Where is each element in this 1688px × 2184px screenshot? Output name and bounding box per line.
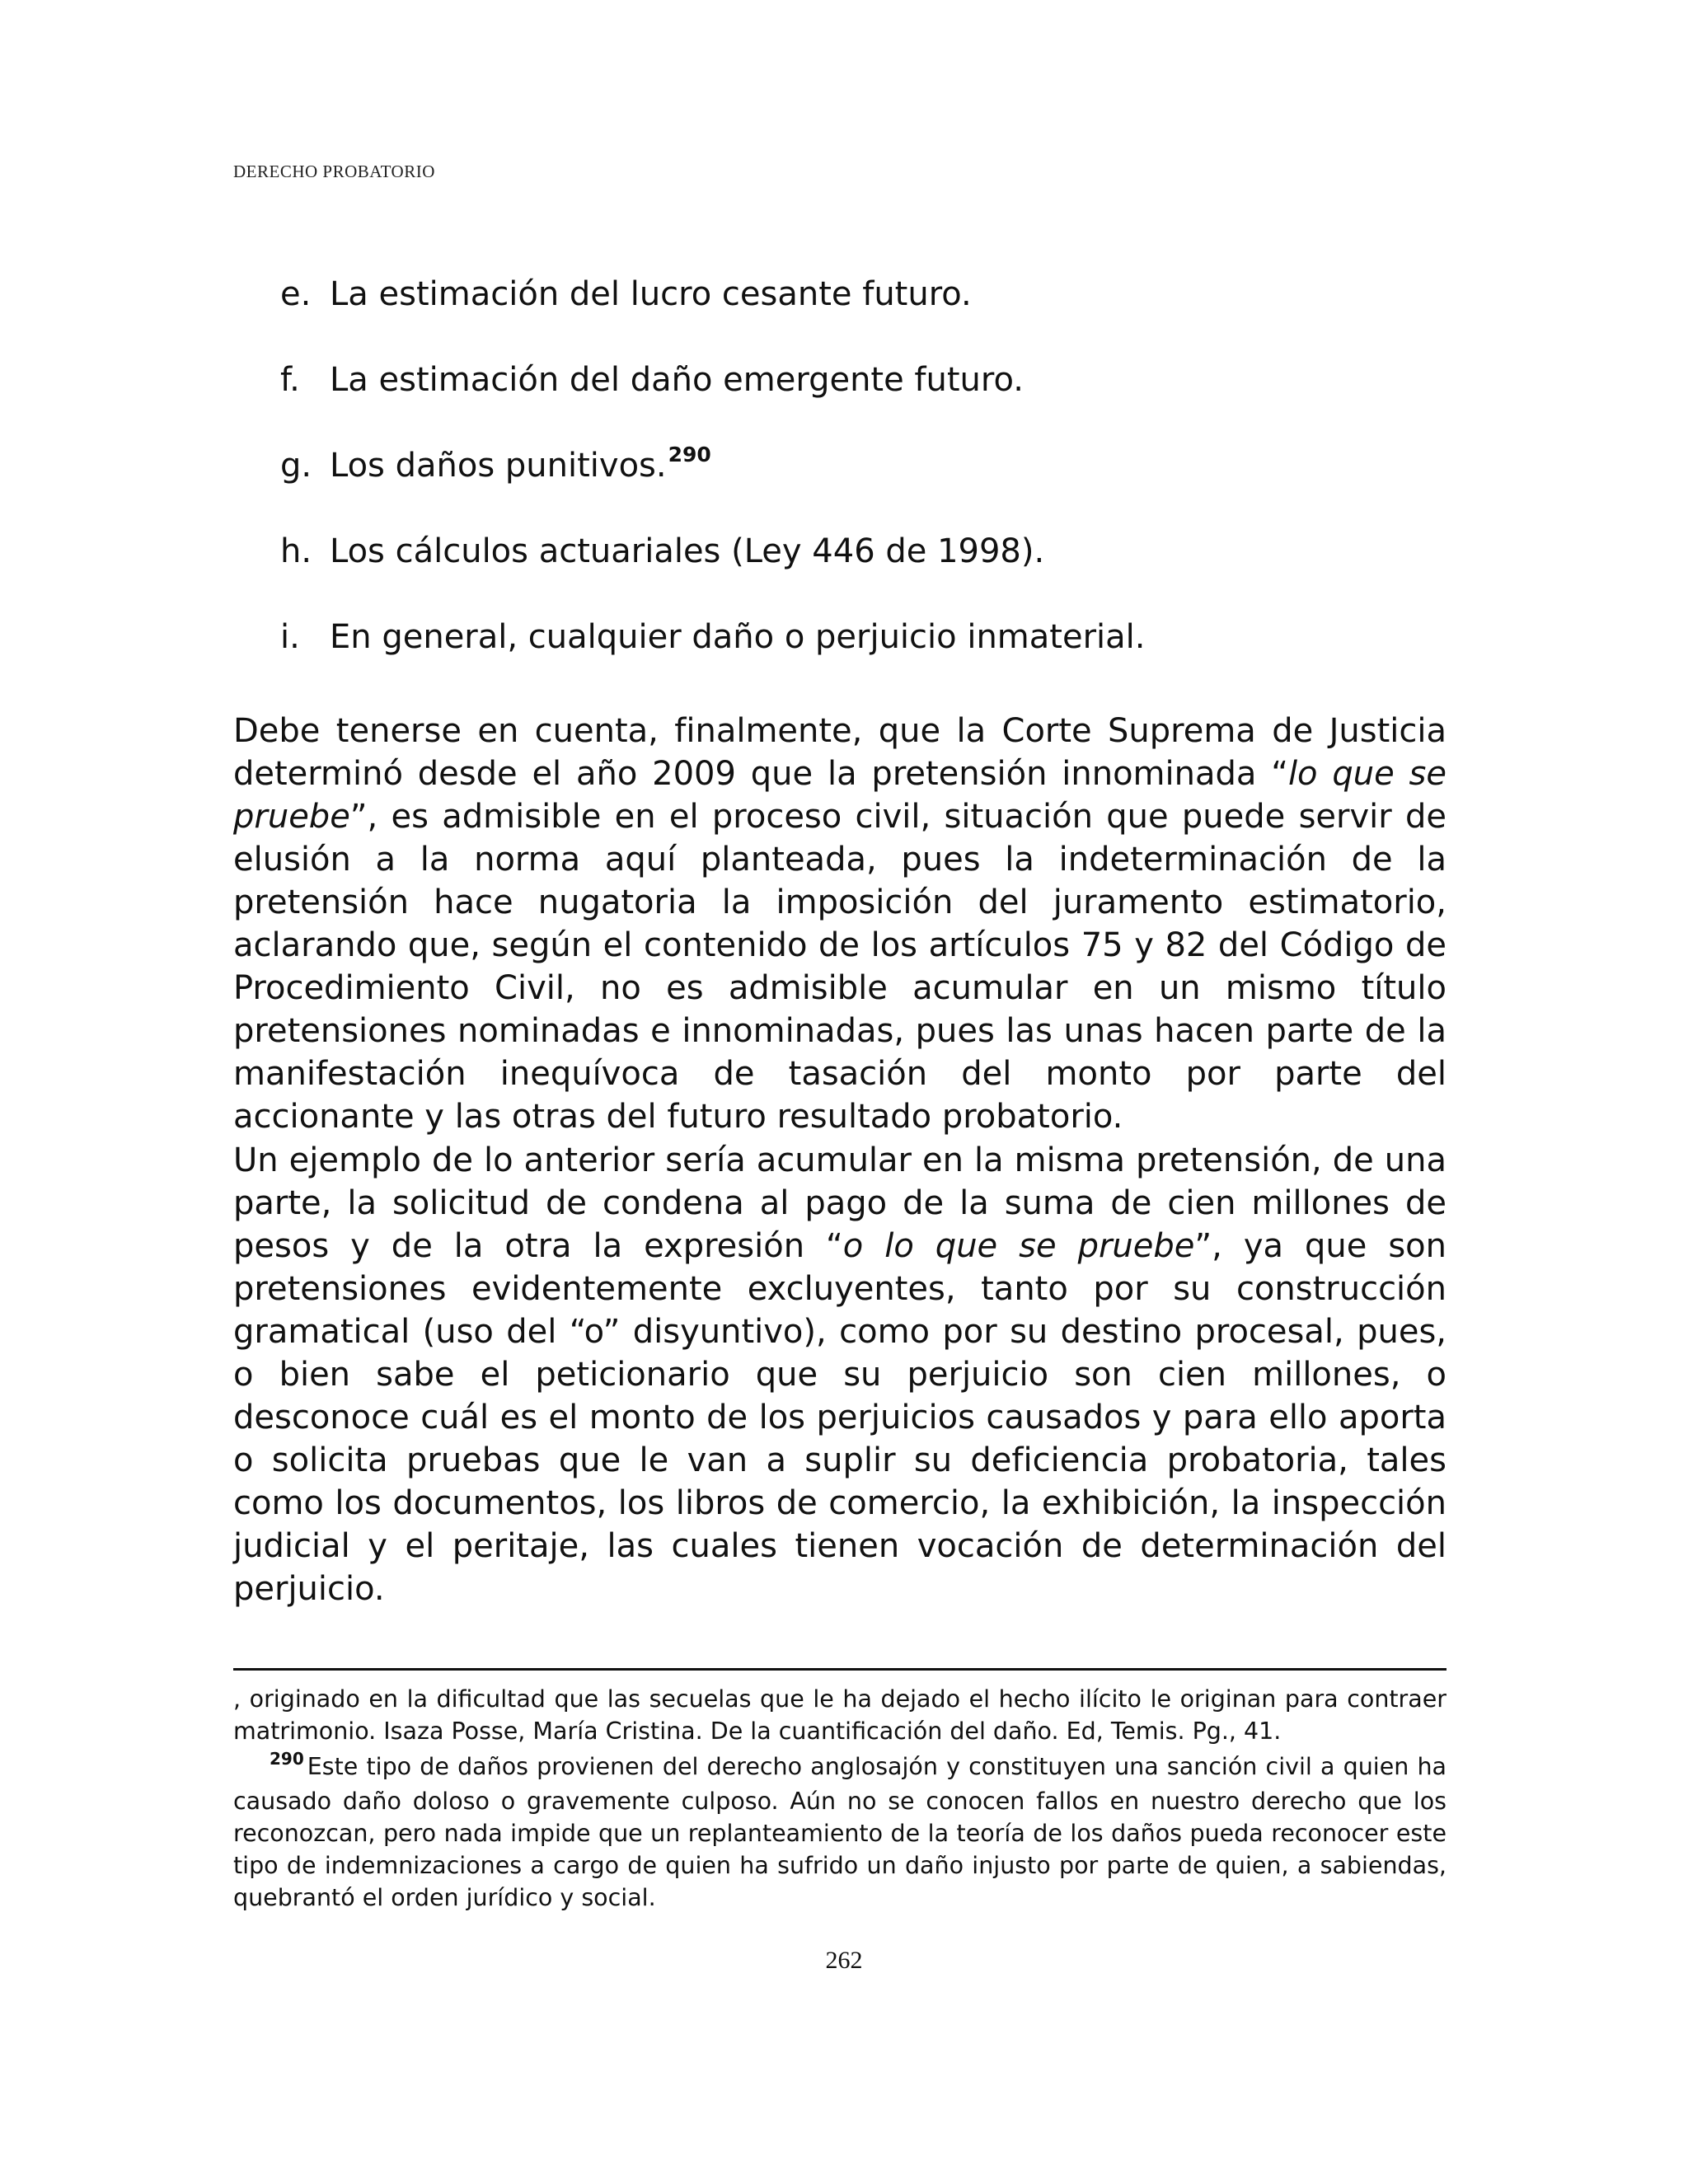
list-item-text: La estimación del lucro cesante futuro. <box>330 275 972 313</box>
damages-list <box>280 274 1451 703</box>
list-marker: g. <box>280 447 312 485</box>
list-marker: e. <box>280 275 312 313</box>
footnote-290 <box>233 1750 1447 1914</box>
footnote-ref-290[interactable]: 290 <box>668 443 711 466</box>
paragraph-text: ”, ya que son pretensiones evidentemente excluyentes, tanto por su construcción gramatical (uso del “o” disyuntivo), como por su destino procesal, pues, o bien sabe el peticionario que su perjuicio son cien millones, o desconoce cuál es el monto de los perjuicios causados y para ello aporta o solicita pruebas que le van a suplir su deficiencia probatoria, tales como los documentos, los libros de comercio, la exhibición, la inspección judicial y el peritaje, las cuales tienen vocación de determinación del perjuicio. <box>233 1227 1447 1608</box>
paragraph-text: Debe tenerse en cuenta, finalmente, que la Corte Suprema de Justicia determinó desde el año 2009 que la pretensión innominada “ <box>233 712 1447 793</box>
footnote-separator <box>233 1668 1447 1671</box>
running-header: DERECHO PROBATORIO <box>233 162 435 181</box>
footnote-continuation: , originado en la dificultad que las secuelas que le ha dejado el hecho ilícito le originan para contraer matrimonio. Isaza Posse, María Cristina. De la cuantificación del daño. Ed, Temis. Pg., 41. <box>233 1685 1447 1745</box>
footnote-number: 290 <box>270 1749 304 1769</box>
body-paragraph-2 <box>233 1139 1447 1610</box>
list-item-text: Los cálculos actuariales (Ley 446 de 1998). <box>330 532 1045 570</box>
list-item-text: La estimación del daño emergente futuro. <box>330 361 1024 399</box>
paragraph-text: Un ejemplo de lo anterior sería acumular en la misma pretensión, de una parte, la solicitud de condena al pago de la suma de cien millones de pesos y de la otra la expresión “ <box>233 1141 1447 1265</box>
list-item <box>280 443 1451 485</box>
list-item-text: Los daños punitivos. <box>330 447 667 485</box>
footnote-text: Este tipo de daños provienen del derecho anglosajón y constituyen una sanción civil a quien ha causado daño doloso o gravemente culposo. Aún no se conocen fallos en nuestro derecho que los reconozcan, pero nada impide que un replanteamiento de la teoría de los daños pueda reconocer este tipo de indemnizaciones a cargo de quien ha sufrido un daño injusto por parte de quien, a sabiendas, quebrantó el orden jurídico y social. <box>233 1753 1447 1911</box>
list-item <box>280 617 1451 657</box>
list-marker: f. <box>280 361 300 399</box>
list-item <box>280 532 1451 571</box>
page-number: 262 <box>825 1947 863 1974</box>
paragraph-text: ”, es admisible en el proceso civil, situación que puede servir de elusión a la norma aquí planteada, pues la indeterminación de la pretensión hace nugatoria la imposición del juramento estimatorio, aclarando que, según el contenido de los artículos 75 y 82 del Código de Procedimiento Civil, no es admisible acumular en un mismo título pretensiones nominadas e innominadas, pues las unas hacen parte de la manifestación inequívoca de tasación del monto por parte del accionante y las otras del futuro resultado probatorio. <box>233 798 1447 1136</box>
italic-quote: o lo que se pruebe <box>842 1227 1195 1265</box>
body-paragraph-1 <box>233 710 1447 1138</box>
list-item-text: En general, cualquier daño o perjuicio inmaterial. <box>330 618 1146 656</box>
list-item <box>280 274 1451 314</box>
list-item <box>280 360 1451 400</box>
list-marker: h. <box>280 532 312 570</box>
list-marker: i. <box>280 618 300 656</box>
italic-quote: lo que se pruebe <box>233 755 1447 836</box>
